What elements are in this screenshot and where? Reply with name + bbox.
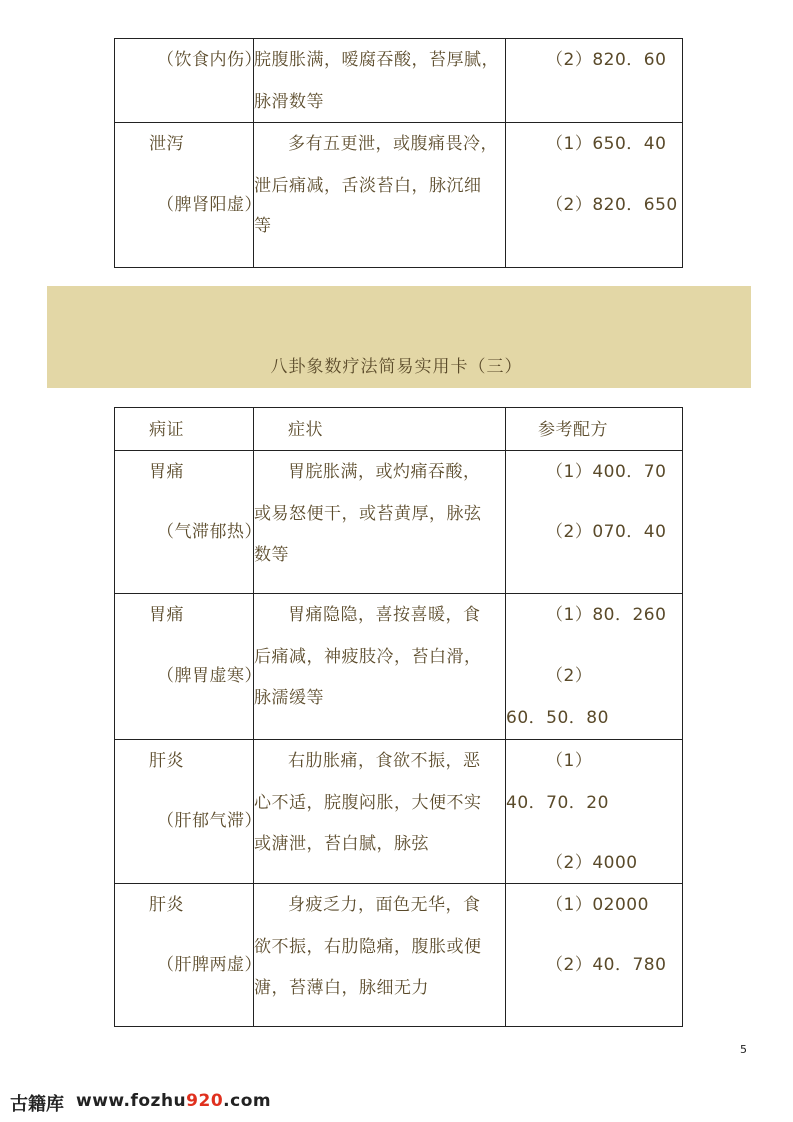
table-row [115, 594, 682, 740]
pattern-label: （脾胃虚寒） [157, 666, 262, 686]
page-number: 5 [740, 1043, 747, 1056]
prescription-line: （2）4000 [546, 853, 638, 873]
prescription-cell [506, 594, 682, 739]
symptom-cell [254, 451, 506, 593]
disease-label: 泄泻 [149, 134, 184, 154]
symptom-line: 等 [254, 216, 272, 236]
prescription-cell [506, 123, 682, 267]
symptom-line: 右肋胀痛，食欲不振，恶 [288, 751, 481, 771]
symptom-line: 脘腹胀满，嗳腐吞酸，苔厚腻， [254, 50, 499, 70]
prescription-line: （1）02000 [546, 895, 649, 915]
table-header-row [115, 408, 682, 451]
header-cell [254, 408, 506, 450]
disease-cell [115, 451, 262, 593]
symptom-line: 后痛减，神疲肢冷，苔白滑， [254, 647, 482, 667]
prescription-line: （2）820．60 [546, 50, 667, 70]
symptom-line: 心不适，脘腹闷胀，大便不实 [254, 793, 482, 813]
symptom-line: 溏，苔薄白，脉细无力 [254, 978, 429, 998]
url-prefix: www.fozhu [76, 1091, 187, 1111]
prescription-line: （1）400．70 [546, 462, 667, 482]
table-row [115, 740, 682, 884]
symptom-line: 欲不振，右肋隐痛，腹胀或便 [254, 937, 482, 957]
prescription-cell [506, 451, 682, 593]
disease-cell [115, 123, 262, 267]
url-number: 920 [186, 1091, 224, 1111]
disease-cell [115, 884, 262, 1026]
url-suffix: .com [223, 1091, 272, 1111]
prescription-cell [506, 740, 682, 883]
therapy-card-table [114, 407, 683, 1027]
symptom-cell [254, 39, 506, 122]
section-title: 八卦象数疗法简易实用卡（三） [270, 357, 523, 377]
column-header-prescription: 参考配方 [538, 420, 608, 440]
header-cell [506, 408, 682, 450]
symptom-line: 多有五更泄，或腹痛畏冷， [288, 134, 498, 154]
symptom-line: 身疲乏力，面色无华，食 [288, 895, 481, 915]
table-row [115, 451, 682, 594]
prescription-line: 40．70．20 [506, 793, 609, 813]
pattern-label: （气滞郁热） [157, 522, 262, 542]
disease-cell [115, 594, 262, 739]
column-header-symptoms: 症状 [288, 420, 323, 440]
prescription-cell [506, 39, 682, 122]
disease-label: 胃痛 [149, 462, 184, 482]
symptom-line: 胃痛隐隐，喜按喜暖，食 [288, 605, 481, 625]
table-row [115, 884, 682, 1026]
symptom-line: 或溏泄，苔白腻，脉弦 [254, 834, 429, 854]
prescription-line: （2）070．40 [546, 522, 667, 542]
prescription-cell [506, 884, 682, 1026]
symptom-cell [254, 740, 506, 883]
table-row [115, 123, 682, 267]
prescription-line: （1） [546, 751, 593, 771]
symptom-line: 或易怒便干，或苔黄厚，脉弦 [254, 504, 482, 524]
table-row [115, 39, 682, 123]
symptom-line: 脉濡缓等 [254, 688, 324, 708]
symptom-line: 胃脘胀满，或灼痛吞酸， [288, 462, 481, 482]
prescription-line: （1）80．260 [546, 605, 667, 625]
symptom-cell [254, 123, 506, 267]
pattern-label: （肝脾两虚） [157, 955, 262, 975]
symptom-line: 数等 [254, 545, 289, 565]
disease-cell [115, 740, 262, 883]
header-cell [115, 408, 254, 450]
symptom-cell [254, 594, 506, 739]
disease-label: 肝炎 [149, 751, 184, 771]
symptom-line: 泄后痛减，舌淡苔白，脉沉细 [254, 176, 482, 196]
pattern-label: （肝郁气滞） [157, 811, 262, 831]
prescription-line: （2）40．780 [546, 955, 667, 975]
prescription-line: （2）820．650 [546, 195, 678, 215]
prescription-line: 60．50．80 [506, 708, 609, 728]
column-header-disease: 病证 [149, 420, 184, 440]
pattern-label: （脾肾阳虚） [157, 195, 262, 215]
prescription-line: （2） [546, 666, 593, 686]
symptom-cell [254, 884, 506, 1026]
footer-brand: 古籍库 [10, 1094, 64, 1115]
table-continued [114, 38, 683, 268]
disease-label: 胃痛 [149, 605, 184, 625]
pattern-cell [115, 39, 262, 122]
symptom-line: 脉滑数等 [254, 92, 324, 112]
disease-label: 肝炎 [149, 895, 184, 915]
footer-url-link[interactable] [76, 1091, 271, 1111]
pattern-label: （饮食内伤） [157, 50, 262, 70]
prescription-line: （1）650．40 [546, 134, 667, 154]
